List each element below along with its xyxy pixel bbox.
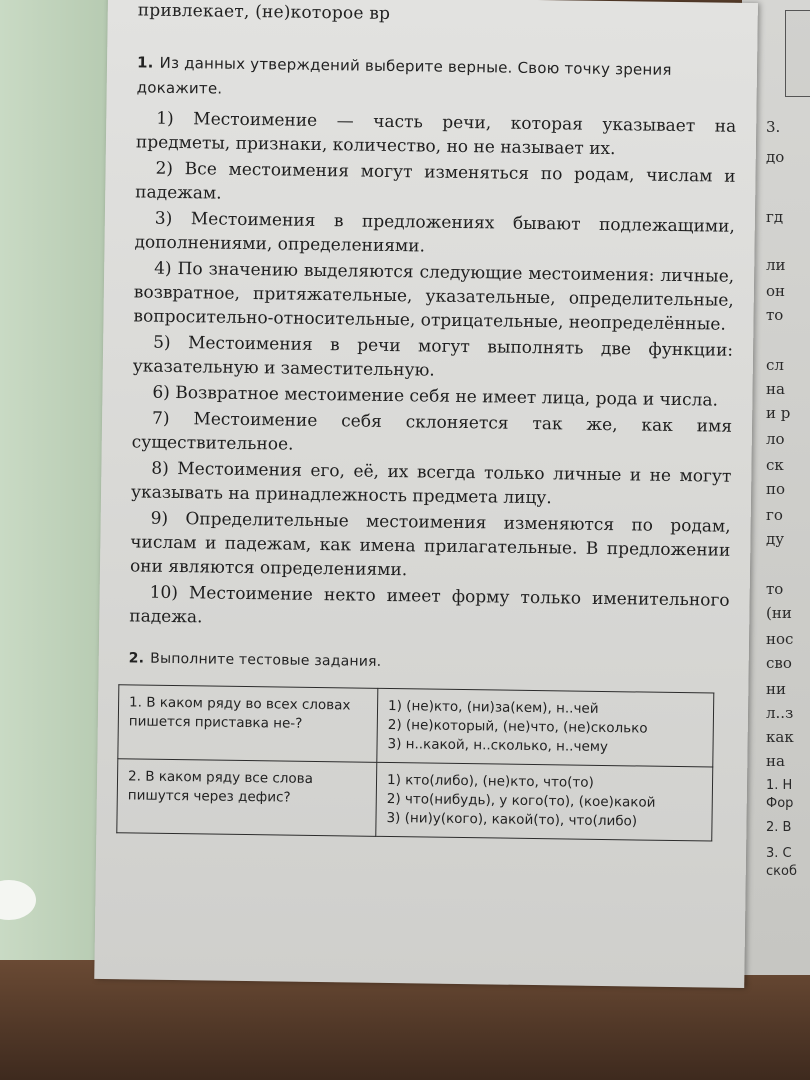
top-fragment: привлекает, (не)которое вр xyxy=(137,0,391,24)
options-cell xyxy=(376,762,713,841)
statement xyxy=(133,256,734,336)
task2-heading xyxy=(129,650,382,670)
right-fragment: то xyxy=(766,580,784,598)
right-fragment: и р xyxy=(766,404,791,422)
statement xyxy=(129,580,730,636)
statement-text: 10) Местоимение некто имеет форму только именительного падежа. xyxy=(129,582,730,628)
task2-instruction: Выполните тестовые задания. xyxy=(150,650,382,670)
textbook-page xyxy=(94,0,758,988)
right-fragment: ли xyxy=(766,256,786,274)
right-fragment: он xyxy=(766,282,786,300)
right-fragment: 3. С xyxy=(766,846,792,861)
right-fragment: то xyxy=(766,306,784,324)
statement-text: 4) По значению выделяются следующие местоимения: личные, возвратное, притяжательные, указательные, определительные, вопросительно-относительные, отрицательные, неопределённые. xyxy=(133,258,735,335)
question-cell: 2. В каком ряду все слова пишутся через дефис? xyxy=(117,759,377,837)
right-fragment: 3. xyxy=(766,118,781,136)
right-fragment: на xyxy=(766,380,785,398)
options-cell xyxy=(377,688,714,767)
right-fragment: го xyxy=(766,506,783,524)
task1-heading xyxy=(137,50,728,108)
option: 1) (не)кто, (ни)за(кем), н..чей xyxy=(387,697,599,717)
right-fragment: сво xyxy=(766,654,792,672)
statement xyxy=(131,456,732,512)
task1-instruction: Из данных утверждений выберите верные. Свою точку зрения докажите. xyxy=(136,53,672,98)
right-fragment: гд xyxy=(766,208,784,226)
task2-number: 2. xyxy=(128,650,145,667)
statement-text: 3) Местоимения в предложениях бывают подлежащими, дополнениями, определениями. xyxy=(134,208,735,257)
statement xyxy=(132,406,733,462)
statement-text: 7) Местоимение себя склоняется так же, как имя существительное. xyxy=(131,408,733,455)
right-fragment: до xyxy=(766,148,785,166)
statement-text: 2) Все местоимения могут изменяться по родам, числам и падежам. xyxy=(135,158,736,204)
statement-text: 1) Местоимение — часть речи, которая указывает на предметы, признаки, количество, но не называет их. xyxy=(135,108,737,160)
statement xyxy=(134,206,735,262)
right-fragment: как xyxy=(766,728,794,746)
right-fragment: л..з xyxy=(766,704,794,722)
right-fragment: 1. Н xyxy=(766,778,793,793)
right-fragment: по xyxy=(766,480,786,498)
table-row xyxy=(117,759,713,841)
statement xyxy=(130,506,731,586)
right-fragment: 2. В xyxy=(766,820,792,835)
right-page-box xyxy=(785,10,810,97)
statement-list xyxy=(129,106,736,638)
right-fragment: скоб xyxy=(766,864,797,879)
test-table xyxy=(116,684,714,841)
right-fragment: сл xyxy=(766,356,784,374)
option: 2) (не)который, (не)что, (не)сколько xyxy=(387,716,648,737)
right-fragment: ло xyxy=(766,430,785,448)
statement-text: 6) Возвратное местоимение себя не имеет лица, рода и числа. xyxy=(152,382,719,411)
statement-text: 5) Местоимения в речи могут выполнять две функции: указательную и заместительную. xyxy=(132,332,734,381)
right-fragment: ск xyxy=(766,456,784,474)
right-fragment: ду xyxy=(766,530,785,548)
right-fragment: ни xyxy=(766,680,786,698)
statement xyxy=(133,330,734,386)
option: 2) что(нибудь), у кого(то), (кое)какой xyxy=(386,790,656,811)
right-fragment: (ни xyxy=(766,604,792,622)
right-fragment: нос xyxy=(766,630,794,648)
question-cell: 1. В каком ряду во всех словах пишется приставка не-? xyxy=(118,685,378,763)
table-row xyxy=(118,685,714,767)
option: 1) кто(либо), (не)кто, что(то) xyxy=(386,771,594,791)
statement xyxy=(135,156,736,212)
statement-text: 8) Местоимения его, её, их всегда только личные и не могут указывать на принадлежность предмета лицу. xyxy=(130,458,732,509)
right-fragment: на xyxy=(766,752,785,770)
option: 3) н..какой, н..сколько, н..чему xyxy=(387,735,609,756)
statement xyxy=(136,106,737,162)
task1-number: 1. xyxy=(136,53,154,72)
option: 3) (ни)у(кого), какой(то), что(либо) xyxy=(386,809,638,830)
statement-text: 9) Определительные местоимения изменяются по родам, числам и падежам, как имена прилагательные. В предложении они являются определениями. xyxy=(129,508,731,581)
right-fragment: Фор xyxy=(766,796,794,811)
